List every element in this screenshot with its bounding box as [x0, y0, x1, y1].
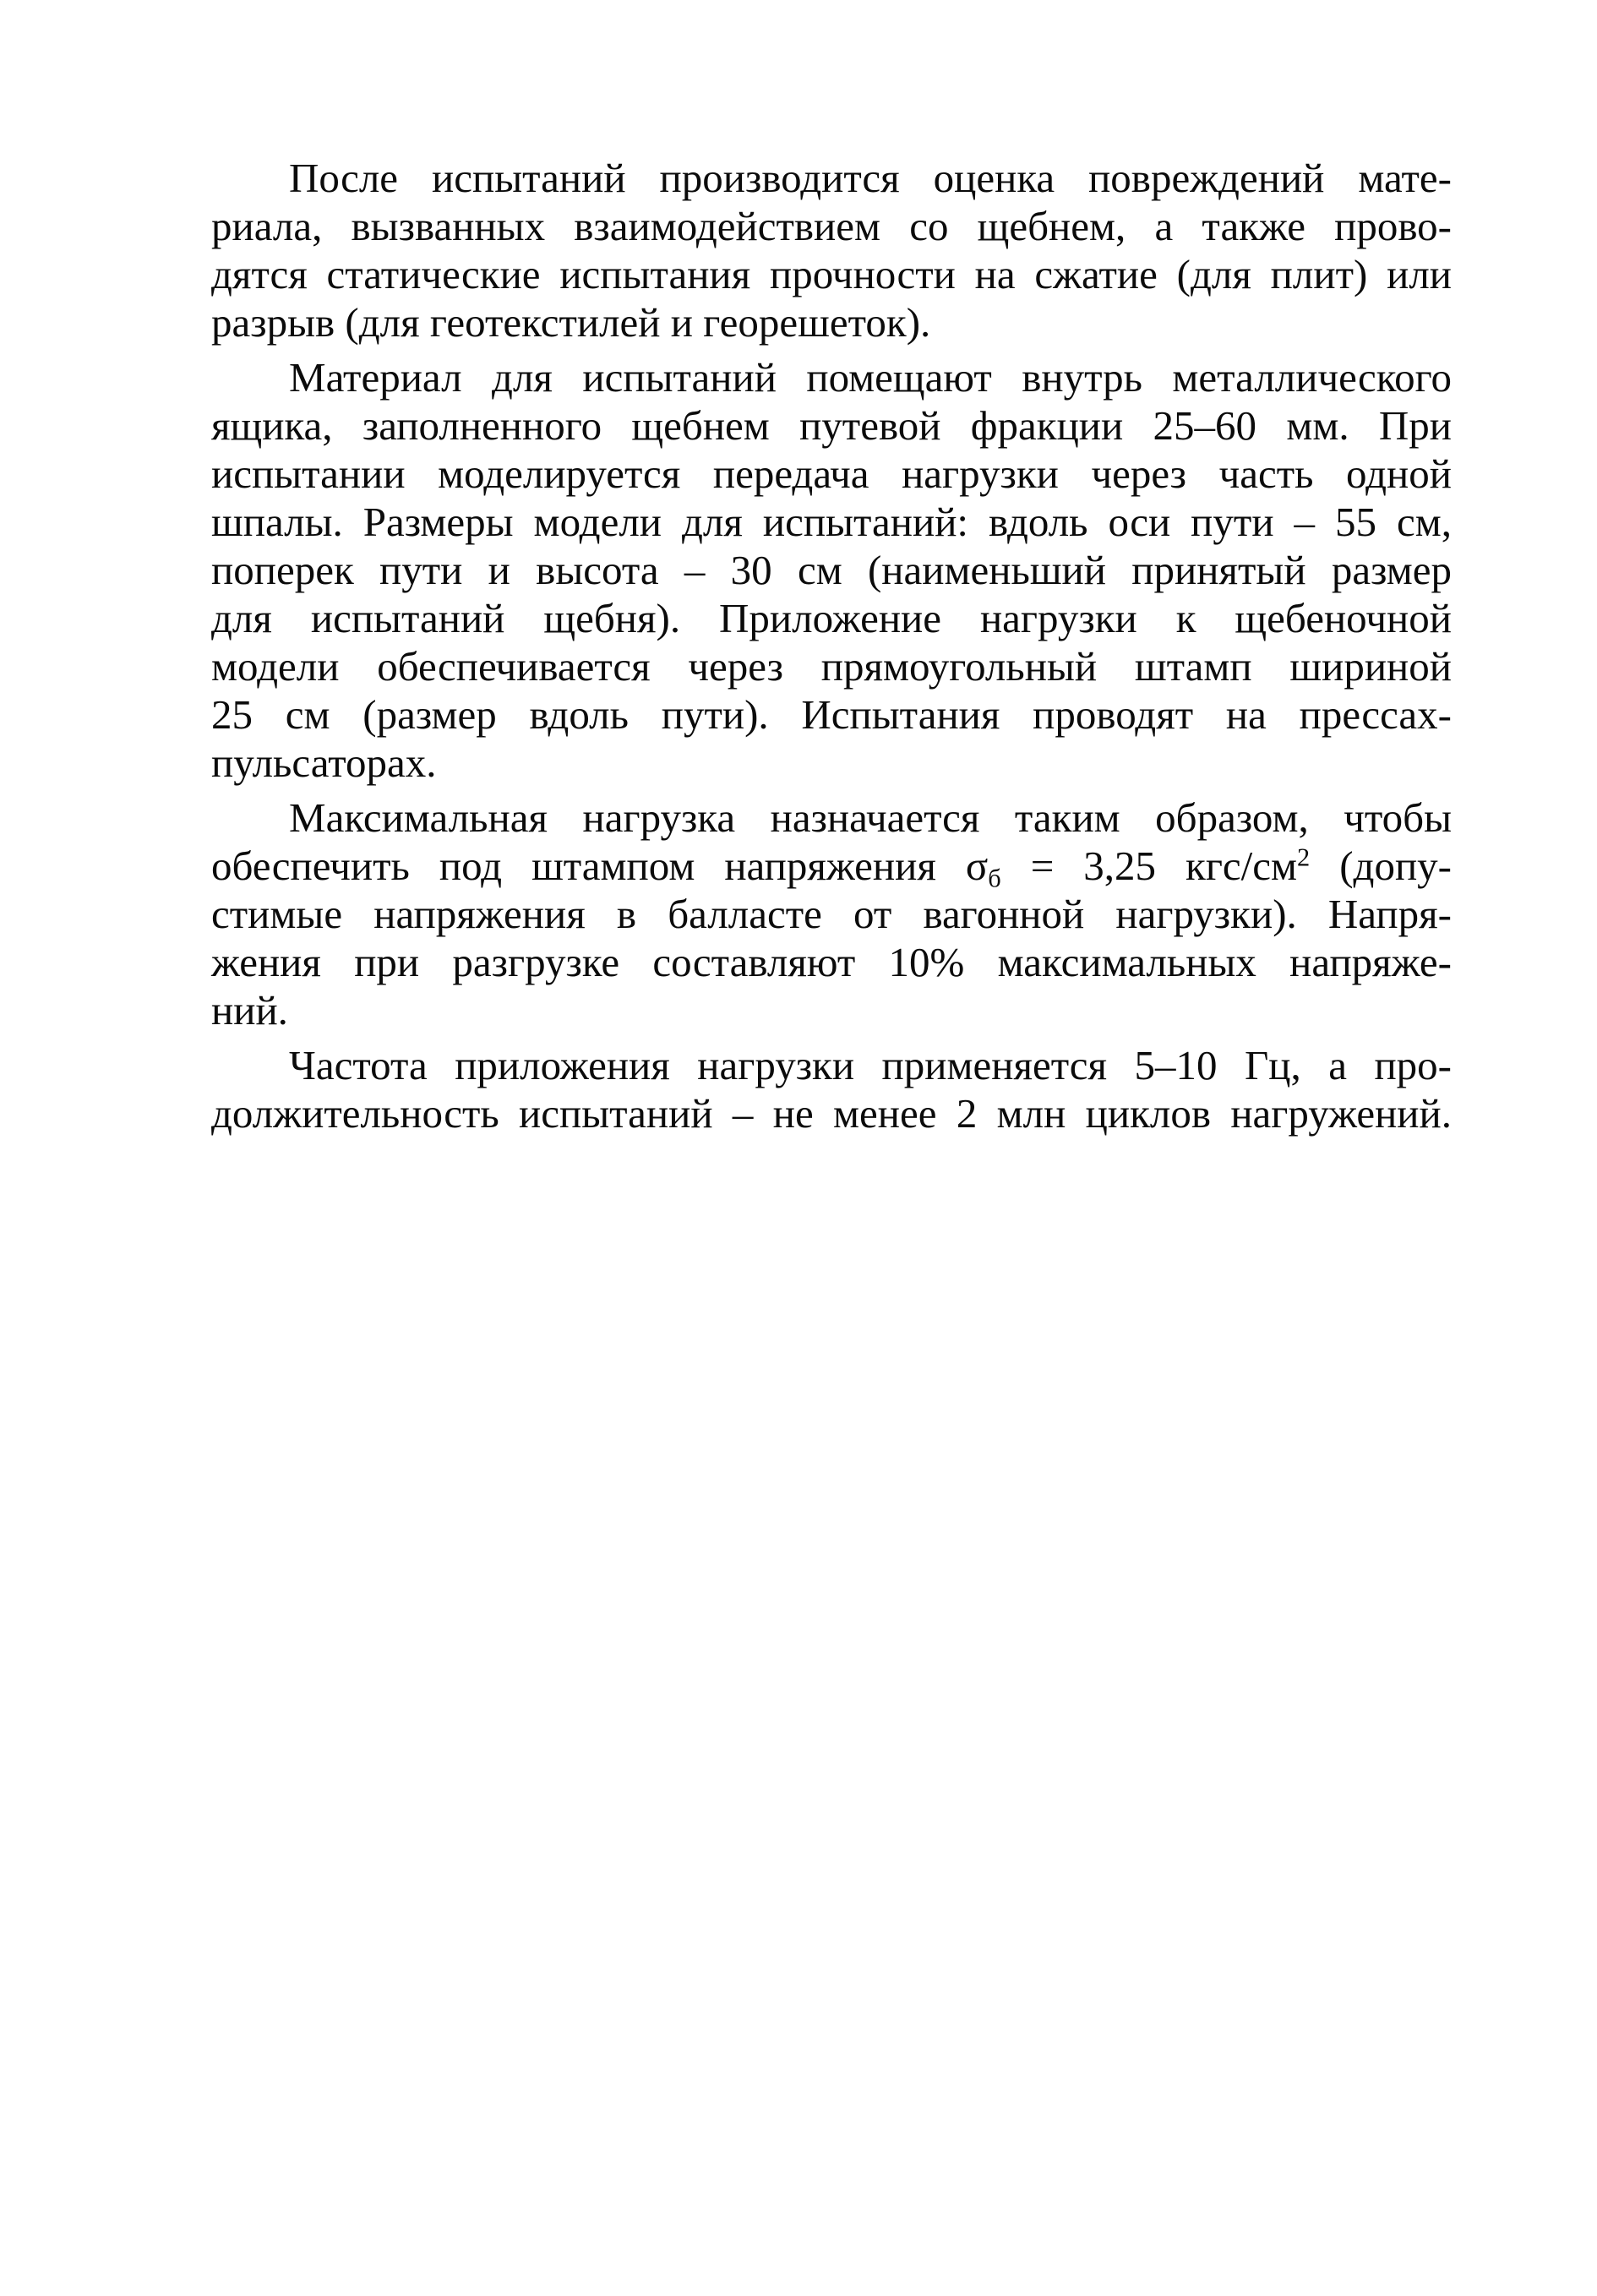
body-text: [211, 154, 1452, 1144]
paragraph-3: [211, 794, 1452, 1034]
paragraph-2: [211, 353, 1452, 787]
text-line: жения при разгрузке составляют 10% максимальных напряже-: [211, 939, 1452, 985]
text-line: Материал для испытаний помещают внутрь металлического: [289, 354, 1452, 401]
text-line: Максимальная нагрузка назначается таким образом, чтобы: [289, 794, 1452, 841]
text-line: для испытаний щебня). Приложение нагрузки к щебеночной: [211, 595, 1452, 641]
formula-text-before: обеспечить под штампом напряжения σ: [211, 843, 989, 889]
subscript: б: [988, 864, 1001, 893]
text-line: модели обеспечивается через прямоугольный штамп шириной: [211, 643, 1452, 690]
text-line: стимые напряжения в балласте от вагонной нагрузки). Напря-: [211, 891, 1452, 937]
text-line: пульсаторах.: [211, 739, 437, 786]
text-line: должительность испытаний – не менее 2 млн циклов нагружений.: [211, 1090, 1452, 1137]
text-line: Частота приложения нагрузки применяется 5–10 Гц, а про-: [289, 1042, 1452, 1088]
text-line: разрыв (для геотекстилей и георешеток).: [211, 299, 931, 346]
text-line: ний.: [211, 987, 288, 1033]
text-line: шпалы. Размеры модели для испытаний: вдоль оси пути – 55 см,: [211, 499, 1452, 545]
text-line: риала, вызванных взаимодействием со щебнем, а также прово-: [211, 203, 1452, 249]
text-line: 25 см (размер вдоль пути). Испытания проводят на прессах-: [211, 691, 1452, 738]
text-line-with-formula: [211, 842, 1452, 893]
paragraph-4: [211, 1041, 1452, 1137]
formula-text-after: (допу-: [1310, 843, 1452, 889]
paragraph-1: [211, 154, 1452, 346]
text-line: После испытаний производится оценка повреждений мате-: [289, 155, 1452, 201]
formula-text-middle: = 3,25 кгс/см: [1000, 843, 1298, 889]
text-line: ящика, заполненного щебнем путевой фракции 25–60 мм. При: [211, 402, 1452, 449]
text-line: дятся статические испытания прочности на сжатие (для плит) или: [211, 251, 1452, 297]
superscript: 2: [1297, 843, 1311, 872]
text-line: поперек пути и высота – 30 см (наименьший принятый размер: [211, 547, 1452, 593]
text-line: испытании моделируется передача нагрузки через часть одной: [211, 450, 1452, 497]
